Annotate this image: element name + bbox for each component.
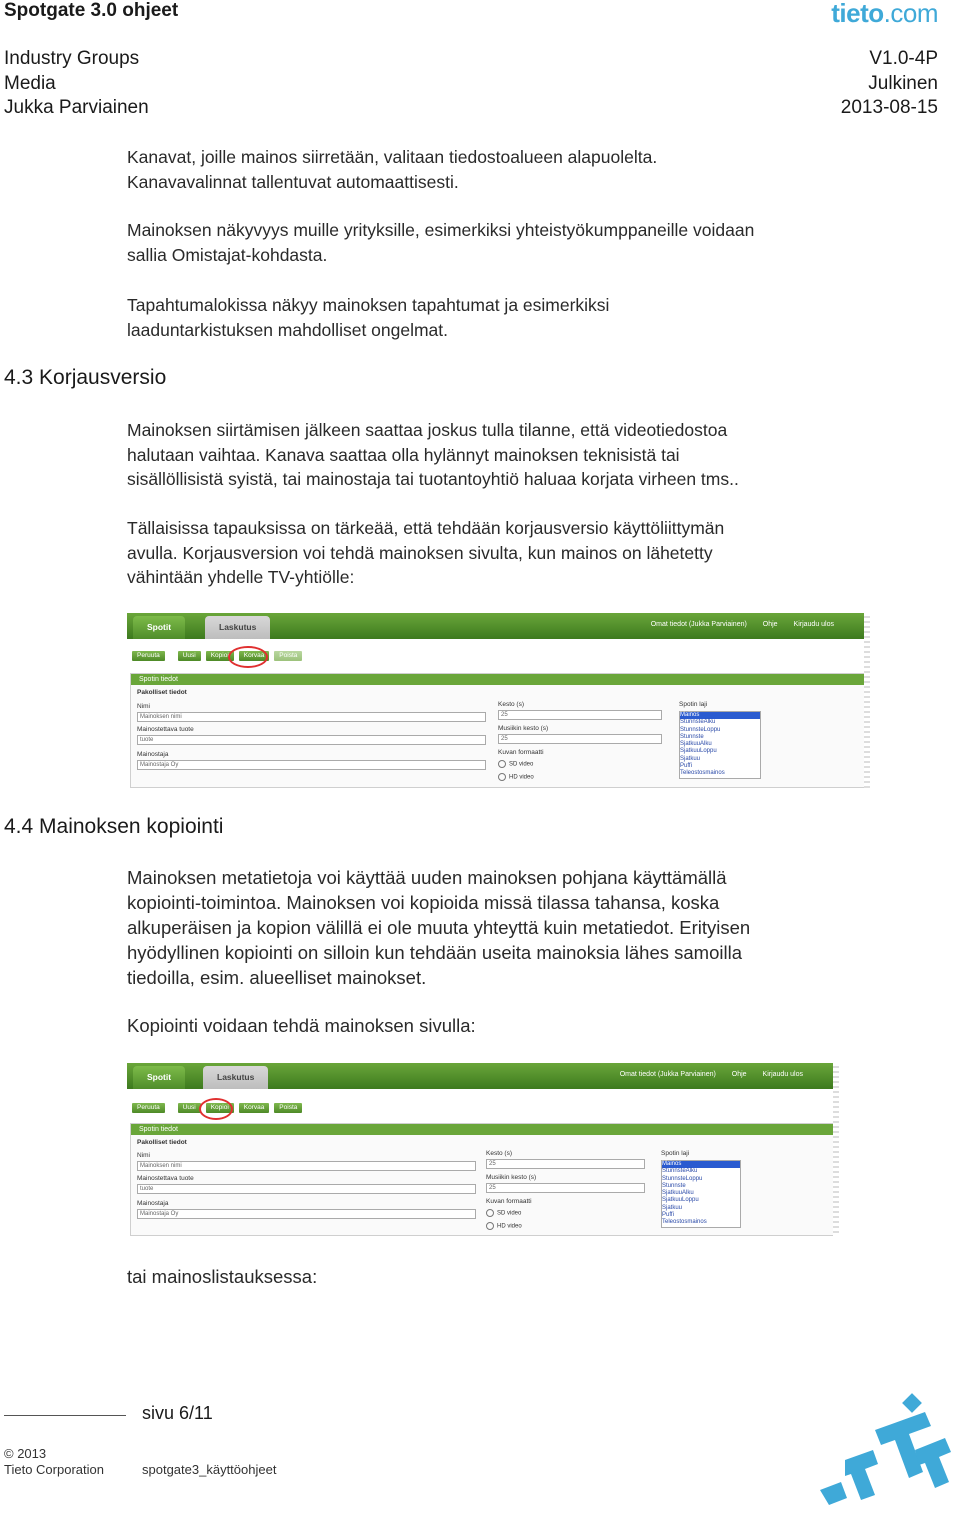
user-links	[606, 1071, 803, 1078]
advertiser-label: Mainostaja	[137, 751, 169, 758]
user-links	[637, 621, 834, 628]
name-label: Nimi	[137, 703, 150, 710]
poista-button[interactable]: Poista	[274, 1103, 302, 1113]
advertiser-input[interactable]: Mainostaja Oy	[137, 760, 486, 770]
intro-paragraph-2: Mainoksen näkyvyys muille yrityksille, esimerkiksi yhteistyökumppaneille voidaan sallia Omistajat-kohdasta.	[127, 220, 755, 265]
name-input[interactable]: Mainoksen nimi	[137, 1161, 476, 1171]
section-heading-kopiointi: 4.4 Mainoksen kopiointi	[4, 815, 224, 838]
duration-input[interactable]: 25	[498, 710, 662, 720]
kopioi-button[interactable]: Kopioi	[206, 651, 234, 661]
spot-type-label: Spotin laji	[679, 701, 708, 708]
peruuta-button[interactable]: Peruuta	[132, 1103, 165, 1113]
highlight-circle	[228, 646, 268, 668]
duration-label: Kesto (s)	[486, 1150, 513, 1157]
advertiser-input[interactable]: Mainostaja Oy	[137, 1209, 476, 1219]
music-duration-input[interactable]: 25	[486, 1183, 645, 1193]
torn-edge	[833, 1063, 839, 1236]
required-section-title: Pakolliset tiedot	[137, 689, 187, 696]
department: Media	[4, 72, 56, 94]
tieto-logo: tieto.com	[831, 0, 938, 28]
korvaa-button[interactable]: Korvaa	[239, 1103, 270, 1113]
panel-title: Spotin tiedot	[131, 1124, 833, 1135]
tab-spotit[interactable]: Spotit	[133, 1066, 185, 1089]
product-label: Mainostettava tuote	[137, 1175, 194, 1182]
kopiointi-paragraph-2: Kopiointi voidaan tehdä mainoksen sivulla:	[127, 1015, 476, 1036]
music-duration-label: Musiikin kesto (s)	[498, 725, 549, 732]
poista-button[interactable]: Poista	[274, 651, 302, 661]
version: V1.0-4P	[869, 48, 938, 69]
kopioi-button[interactable]: Kopioi	[206, 1103, 234, 1113]
copyright: © 2013	[4, 1446, 47, 1461]
name-input[interactable]: Mainoksen nimi	[137, 712, 486, 722]
korvaa-button[interactable]: Korvaa	[239, 651, 270, 661]
peruuta-button[interactable]: Peruuta	[132, 651, 165, 661]
company-name: Tieto Corporation	[4, 1462, 104, 1477]
required-section-title: Pakolliset tiedot	[137, 1139, 187, 1146]
spot-type-list[interactable]: Mainos StunnsteAlku StunnsteLoppu Stunnste SjatkuuAlku SjatkuuLoppu Sjatkuu Puffi Teleostosmainos	[661, 1160, 741, 1228]
kopiointi-paragraph-1: Mainoksen metatietoja voi käyttää uuden mainoksen pohjana käyttämällä kopiointi-toimintoa. Mainoksen voi kopioida missä tilassa tahansa, koska alkuperäisen ja kopion välillä ei ole muuta yhteyttä kuin metatiedot. Erityisen hyödyllinen kopiointi on silloin kun tehdään useita mainoksia lähes samoilla tiedoilla, esim. alueelliset mainokset.	[127, 867, 751, 988]
panel-title: Spotin tiedot	[131, 674, 864, 685]
link-kirjaudu-ulos[interactable]: Kirjaudu ulos	[762, 1071, 803, 1078]
product-input[interactable]: tuote	[137, 1184, 476, 1194]
org-unit: Industry Groups	[4, 48, 140, 69]
sd-radio[interactable]: SD video	[486, 1209, 521, 1217]
hd-radio[interactable]: HD video	[486, 1222, 522, 1230]
korjausversio-paragraph-2: Tällaisissa tapauksissa on tärkeää, että tehdään korjausversio käyttöliittymän avulla. Korjausversion voi tehdä mainoksen sivulta, kun mainos on lähetetty vähintään yhdelle TV-yhtiölle:	[127, 518, 725, 587]
spot-details-panel	[130, 1123, 834, 1236]
document-title: Spotgate 3.0 ohjeet	[4, 0, 179, 21]
product-input[interactable]: tuote	[137, 735, 486, 745]
tab-laskutus[interactable]: Laskutus	[205, 616, 270, 639]
header-meta-left	[4, 47, 149, 121]
page-number: sivu 6/11	[142, 1403, 213, 1423]
uusi-button[interactable]: Uusi	[178, 651, 201, 661]
duration-input[interactable]: 25	[486, 1159, 645, 1169]
action-toolbar	[132, 651, 305, 661]
link-ohje[interactable]: Ohje	[762, 621, 778, 628]
hd-radio[interactable]: HD video	[498, 773, 534, 781]
highlight-circle	[199, 1098, 233, 1120]
duration-label: Kesto (s)	[498, 701, 525, 708]
sd-radio[interactable]: SD video	[498, 760, 533, 768]
link-kirjaudu-ulos[interactable]: Kirjaudu ulos	[793, 621, 834, 628]
music-duration-input[interactable]: 25	[498, 734, 662, 744]
tab-laskutus[interactable]: Laskutus	[203, 1066, 268, 1089]
intro-paragraph-3: Tapahtumalokissa näkyy mainoksen tapahtumat ja esimerkiksi laaduntarkistuksen mahdolliset ongelmat.	[127, 295, 610, 340]
author: Jukka Parviainen	[4, 97, 149, 118]
link-omat-tiedot[interactable]: Omat tiedot (Jukka Parviainen)	[619, 1071, 716, 1078]
format-label: Kuvan formaatti	[486, 1198, 532, 1205]
intro-paragraph-1: Kanavat, joille mainos siirretään, valitaan tiedostoalueen alapuolelta. Kanavavalinnat tallentuvat automaattisesti.	[127, 147, 658, 192]
kopiointi-paragraph-3: tai mainoslistauksessa:	[127, 1266, 318, 1287]
screenshot-kopioi	[127, 1063, 837, 1236]
section-heading-korjausversio: 4.3 Korjausversio	[4, 366, 167, 389]
uusi-button[interactable]: Uusi	[178, 1103, 201, 1113]
screenshot-korvaa	[127, 613, 868, 788]
link-ohje[interactable]: Ohje	[731, 1071, 747, 1078]
torn-edge	[864, 613, 870, 788]
format-label: Kuvan formaatti	[498, 749, 544, 756]
name-label: Nimi	[137, 1152, 150, 1159]
classification: Julkinen	[868, 72, 938, 94]
document-filename: spotgate3_käyttöohjeet	[142, 1462, 277, 1477]
tieto-logo-mark	[815, 1390, 955, 1515]
tab-spotit[interactable]: Spotit	[133, 616, 185, 639]
footer-divider	[4, 1415, 126, 1416]
korjausversio-paragraph-1: Mainoksen siirtämisen jälkeen saattaa joskus tulla tilanne, että videotiedostoa halutaan vaihtaa. Kanava saattaa olla hylännyt mainoksen teknisistä tai sisällöllisistä syistä, tai mainostaja tai tuotantoyhtiö haluaa korjata virheen tms..	[127, 420, 739, 489]
spot-type-label: Spotin laji	[661, 1150, 690, 1157]
music-duration-label: Musiikin kesto (s)	[486, 1174, 537, 1181]
spot-details-panel	[130, 673, 865, 788]
header-meta-right	[841, 47, 938, 121]
product-label: Mainostettava tuote	[137, 726, 194, 733]
date: 2013-08-15	[840, 97, 938, 118]
link-omat-tiedot[interactable]: Omat tiedot (Jukka Parviainen)	[650, 621, 747, 628]
spot-type-list[interactable]: Mainos StunnsteAlku StunnsteLoppu Stunnste SjatkuuAlku SjatkuuLoppu Sjatkuu Puffi Teleostosmainos	[679, 711, 761, 779]
advertiser-label: Mainostaja	[137, 1200, 169, 1207]
